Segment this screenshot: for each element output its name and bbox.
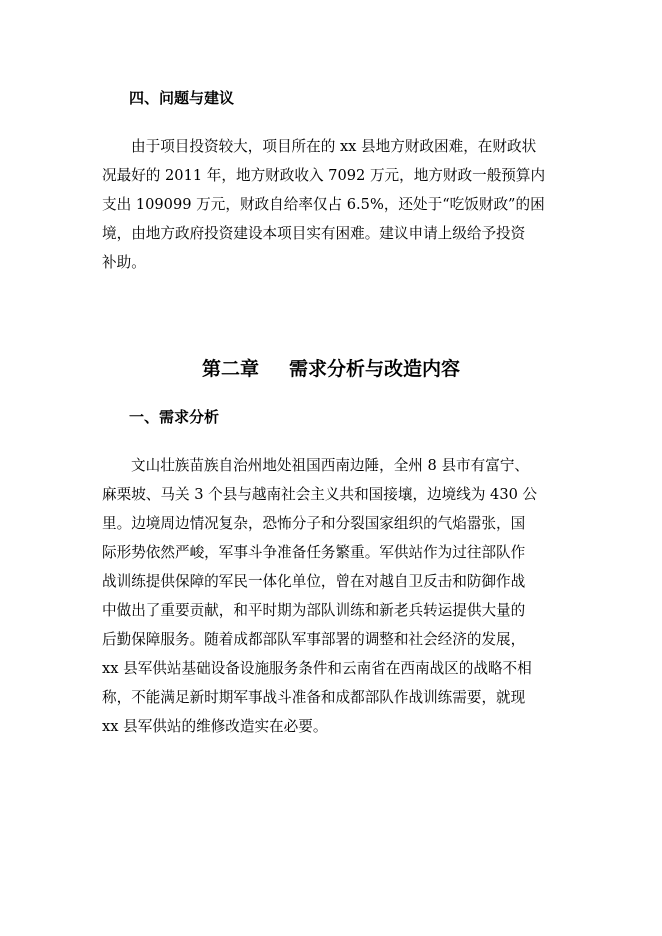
- paragraph-line: 际形势依然严峻，军事斗争准备任务繁重。军供站作为过往部队作: [102, 544, 526, 561]
- paragraph-line: 后勤保障服务。随着成都部队军事部署的调整和社会经济的发展，: [102, 631, 526, 648]
- paragraph-line: 中做出了重要贡献，和平时期为部队训练和新老兵转运提供大量的: [102, 602, 526, 619]
- chapter-title: [0, 356, 662, 382]
- chapter-name: 需求分析与改造内容: [289, 358, 461, 380]
- paragraph-line: xx 县军供站的维修改造实在必要。: [102, 718, 328, 735]
- paragraph-line: 由于项目投资较大，项目所在的 xx 县地方财政困难，在财政状: [131, 138, 537, 155]
- paragraph-line: 文山壮族苗族自治州地处祖国西南边陲，全州 8 县市有富宁、: [131, 457, 530, 474]
- paragraph-demand-analysis: [102, 451, 562, 741]
- subsection-heading: 一、需求分析: [129, 408, 220, 426]
- section-heading: 四、问题与建议: [129, 89, 235, 107]
- paragraph-line: 支出 109099 万元，财政自给率仅占 6.5%，还处于“吃饭财政”的困: [102, 196, 545, 213]
- paragraph-line: 里。边境周边情况复杂，恐怖分子和分裂国家组织的气焰嚣张，国: [102, 515, 526, 532]
- paragraph-line: xx 县军供站基础设备设施服务条件和云南省在西南战区的战略不相: [102, 660, 532, 677]
- chapter-number: 第二章: [201, 358, 259, 380]
- paragraph-line: 补助。: [102, 254, 146, 271]
- paragraph-line: 战训练提供保障的军民一体化单位，曾在对越自卫反击和防御作战: [102, 573, 526, 590]
- paragraph-problems-suggestions: [102, 132, 562, 277]
- paragraph-line: 况最好的 2011 年，地方财政收入 7092 万元，地方财政一般预算内: [102, 167, 546, 184]
- paragraph-line: 麻栗坡、马关 3 个县与越南社会主义共和国接壤，边境线为 430 公: [102, 486, 538, 503]
- paragraph-line: 称，不能满足新时期军事战斗准备和成都部队作战训练需要，就现: [102, 689, 526, 706]
- paragraph-line: 境，由地方政府投资建设本项目实有困难。建议申请上级给予投资: [102, 225, 526, 242]
